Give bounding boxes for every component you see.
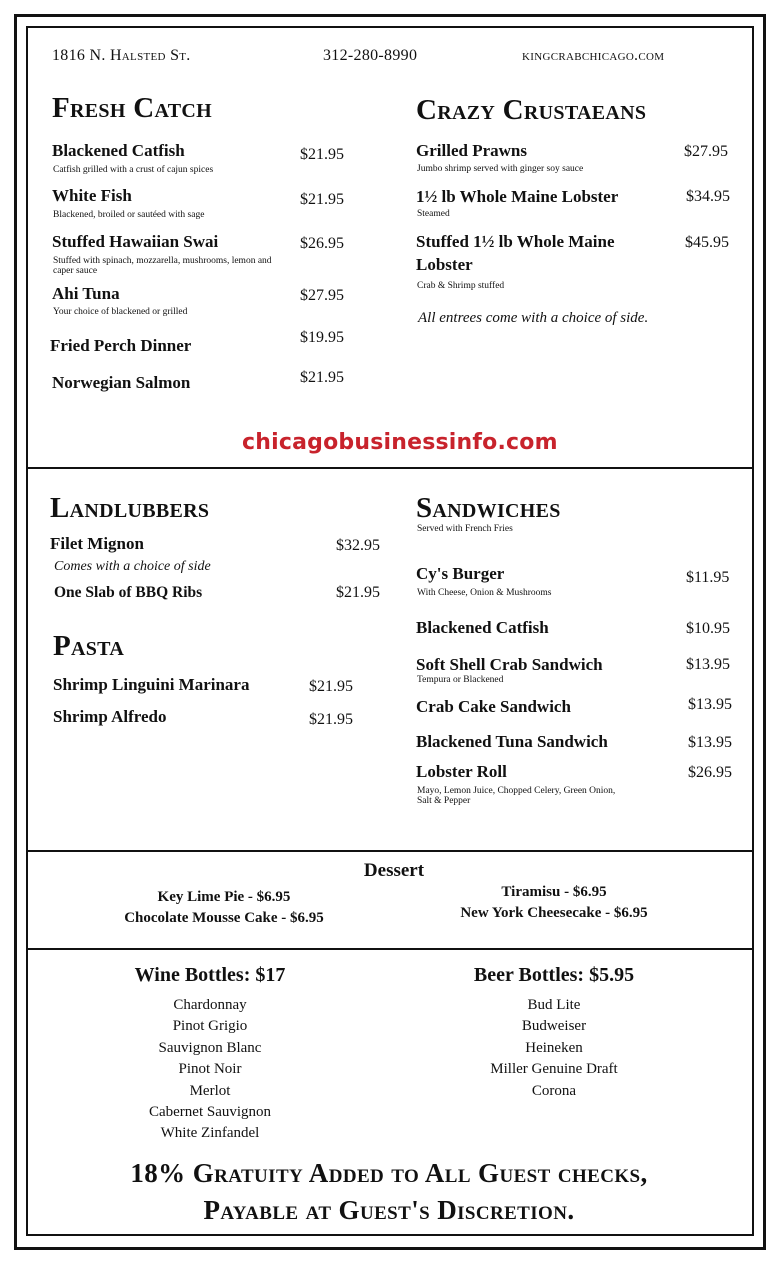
menu-item-desc: Your choice of blackened or grilled: [53, 307, 188, 317]
menu-item-price: $27.95: [300, 287, 344, 304]
menu-item-name: White Fish: [52, 186, 132, 205]
dessert-item: Tiramisu - $6.95: [501, 884, 607, 900]
wine-title: Wine Bottles: $17: [134, 964, 286, 986]
landlubbers-title: Landlubbers: [50, 492, 210, 524]
entrees-note: All entrees come with a choice of side.: [418, 310, 649, 326]
menu-item-name: One Slab of BBQ Ribs: [54, 584, 203, 601]
menu-item-price: $27.95: [684, 143, 728, 160]
menu-item-desc: With Cheese, Onion & Mushrooms: [417, 588, 552, 598]
address: 1816 N. Halsted St.: [52, 47, 191, 64]
gratuity-note-line2: Payable at Guest's Discretion.: [203, 1195, 575, 1225]
wine-item: White Zinfandel: [160, 1125, 260, 1142]
menu-item-price: $19.95: [300, 329, 344, 346]
menu-item-desc: Catfish grilled with a crust of cajun spices: [53, 165, 214, 175]
menu-item-price: $21.95: [309, 711, 353, 728]
wine-item: Cabernet Sauvignon: [148, 1104, 272, 1121]
dessert-item: New York Cheesecake - $6.95: [460, 905, 648, 921]
wine-item: Chardonnay: [173, 997, 247, 1013]
dessert-title: Dessert: [363, 860, 425, 881]
menu-item-desc: Comes with a choice of side: [54, 559, 211, 574]
menu-item-name: Stuffed Hawaiian Swai: [52, 232, 219, 251]
section-divider: [26, 850, 754, 852]
fresh-catch-title: Fresh Catch: [52, 92, 212, 124]
menu-item-price: $13.95: [688, 734, 732, 751]
sandwiches-title: Sandwiches: [416, 492, 561, 524]
menu-item-name: Lobster Roll: [416, 762, 507, 781]
menu-item-name: Cy's Burger: [416, 564, 505, 583]
menu-item-desc: Tempura or Blackened: [417, 675, 504, 685]
section-divider: [26, 948, 754, 950]
menu-item-desc: Steamed: [417, 209, 450, 219]
beer-item: Bud Lite: [527, 997, 581, 1013]
menu-item-name: Ahi Tuna: [52, 284, 120, 303]
beer-list: [430, 995, 678, 1102]
menu-item-desc: Mayo, Lemon Juice, Chopped Celery, Green Onion,: [417, 786, 616, 796]
menu-item-price: $26.95: [688, 764, 732, 781]
beer-title: Beer Bottles: $5.95: [473, 964, 635, 986]
dessert-item: Key Lime Pie - $6.95: [157, 889, 291, 905]
menu-item-price: $26.95: [300, 235, 344, 252]
beer-item: Budweiser: [521, 1018, 587, 1035]
menu-item-desc: Jumbo shrimp served with ginger soy sauce: [417, 164, 584, 174]
menu-item-name: Norwegian Salmon: [52, 373, 191, 392]
wine-list: [90, 995, 330, 1145]
menu-item-price: $21.95: [309, 678, 353, 695]
gratuity-note-line1: 18% Gratuity Added to All Guest checks,: [130, 1158, 648, 1188]
wine-item: Merlot: [189, 1082, 231, 1099]
menu-item-price: $21.95: [300, 369, 344, 386]
menu-item-desc: Stuffed with spinach, mozzarella, mushrooms, lemon and caper sauce: [53, 256, 272, 276]
watermark: chicagobusinessinfo.com: [242, 430, 558, 455]
menu-item-price: $21.95: [300, 146, 344, 163]
dessert-item: Chocolate Mousse Cake - $6.95: [124, 910, 324, 926]
crazy-crustaceans-title: Crazy Crustaeans: [416, 94, 647, 126]
menu-item-name: Blackened Tuna Sandwich: [416, 732, 608, 751]
menu-item-name: Fried Perch Dinner: [50, 336, 192, 355]
menu-item-price: $11.95: [686, 569, 730, 586]
menu-item-name: Shrimp Alfredo: [53, 707, 167, 726]
menu-item-price: $45.95: [685, 234, 729, 251]
menu-item-name: Filet Mignon: [50, 534, 144, 553]
menu-item-price: $13.95: [686, 656, 730, 673]
menu-item-price: $21.95: [300, 191, 344, 208]
menu-item-name: Stuffed 1½ lb Whole Maine: [416, 232, 615, 251]
website: kingcrabchicago.com: [522, 47, 665, 64]
beer-item: Corona: [531, 1082, 577, 1099]
menu-item-price: $32.95: [336, 537, 380, 554]
menu-item-name: Crab Cake Sandwich: [416, 697, 571, 716]
menu-item-name: Grilled Prawns: [416, 141, 527, 160]
wine-item: Pinot Grigio: [172, 1018, 248, 1035]
phone-number: 312-280-8990: [323, 47, 418, 64]
menu-item-price: $21.95: [336, 584, 380, 601]
wine-item: Sauvignon Blanc: [158, 1039, 262, 1056]
menu-item-name: Blackened Catfish: [52, 141, 185, 160]
section-divider: [26, 467, 754, 469]
menu-item-price: $10.95: [686, 620, 730, 637]
menu-item-desc: Crab & Shrimp stuffed: [417, 281, 505, 291]
menu-item-name: 1½ lb Whole Maine Lobster: [416, 187, 619, 206]
menu-item-price: $34.95: [686, 188, 730, 205]
menu-item-price: $13.95: [688, 696, 732, 713]
beer-item: Miller Genuine Draft: [490, 1061, 618, 1078]
wine-item: Pinot Noir: [178, 1061, 242, 1078]
menu-item-desc: Blackened, broiled or sautéed with sage: [53, 210, 205, 220]
menu-item-name: Soft Shell Crab Sandwich: [416, 655, 603, 674]
menu-item-name: Shrimp Linguini Marinara: [53, 675, 250, 694]
beer-item: Heineken: [525, 1039, 583, 1056]
menu-item-desc: Salt & Pepper: [417, 796, 471, 806]
pasta-title: Pasta: [53, 630, 125, 662]
menu-item-name: Blackened Catfish: [416, 618, 549, 637]
sandwiches-subtitle: Served with French Fries: [417, 524, 513, 534]
menu-item-name: Lobster: [416, 255, 473, 274]
